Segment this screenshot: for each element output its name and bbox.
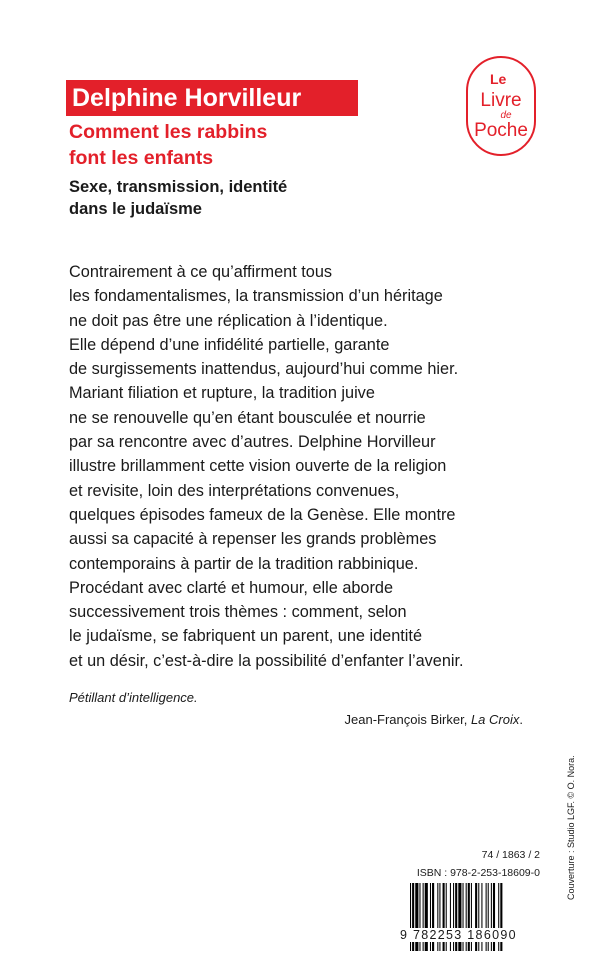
review-end: . — [519, 712, 523, 727]
title-line-1: Comment les rabbins — [69, 121, 268, 143]
barcode-digits: 9 782253 186090 — [398, 928, 550, 942]
logo-text-de: de — [500, 110, 512, 121]
title-line-2: font les enfants — [69, 147, 214, 169]
logo-text-le: Le — [490, 71, 507, 87]
blurb-line: et revisite, loin des interprétations convenues, — [69, 481, 400, 500]
review-quote: Pétillant d’intelligence. — [69, 690, 198, 705]
blurb-line: successivement trois thèmes : comment, selon — [69, 603, 407, 622]
blurb-line: contemporains à partir de la tradition rabbinique. — [69, 554, 419, 573]
logo-text-poche: Poche — [474, 120, 528, 141]
livre-de-poche-logo — [466, 56, 536, 156]
cover-credit: Couverture : Studio LGF. © O. Nora. — [566, 755, 576, 900]
blurb-line: ne doit pas être une réplication à l’identique. — [69, 311, 388, 330]
blurb-line: Mariant filiation et rupture, la tradition juive — [69, 384, 375, 403]
blurb-line: quelques épisodes fameux de la Genèse. Elle montre — [69, 505, 456, 524]
blurb-line: par sa rencontre avec d’autres. Delphine Horvilleur — [69, 433, 436, 452]
subtitle-line-1: Sexe, transmission, identité — [69, 178, 288, 196]
author-band — [66, 80, 358, 116]
review-attribution — [345, 712, 523, 727]
blurb — [69, 260, 559, 673]
isbn-number: ISBN : 978-2-253-18609-0 — [416, 867, 540, 879]
logo-text-livre: Livre — [480, 90, 522, 111]
blurb-line: le judaïsme, se fabriquent un parent, une identité — [69, 627, 422, 646]
blurb-line: ne se renouvelle qu’en étant bousculée et nourrie — [69, 408, 426, 427]
blurb-line: illustre brillamment cette vision ouverte de la religion — [69, 457, 447, 476]
book-title — [69, 119, 267, 171]
blurb-line: Procédant avec clarté et humour, elle aborde — [69, 578, 394, 597]
blurb-line: les fondamentalismes, la transmission d’un héritage — [69, 287, 443, 306]
author-name: Delphine Horvilleur — [72, 84, 302, 112]
blurb-line: et un désir, c’est-à-dire la possibilité d’enfanter l’avenir. — [69, 651, 464, 670]
blurb-line: Contrairement à ce qu’affirment tous — [69, 263, 333, 281]
book-subtitle — [69, 176, 287, 220]
blurb-line: aussi sa capacité à repenser les grands problèmes — [69, 530, 437, 549]
catalog-number: 74 / 1863 / 2 — [481, 849, 540, 861]
subtitle-line-2: dans le judaïsme — [69, 200, 202, 218]
blurb-line: Elle dépend d’une infidélité partielle, garante — [69, 335, 390, 354]
blurb-line: de surgissements inattendus, aujourd’hui comme hier. — [69, 360, 459, 379]
reviewer-name: Jean-François Birker, — [344, 712, 471, 727]
review-source: La Croix — [470, 712, 520, 727]
